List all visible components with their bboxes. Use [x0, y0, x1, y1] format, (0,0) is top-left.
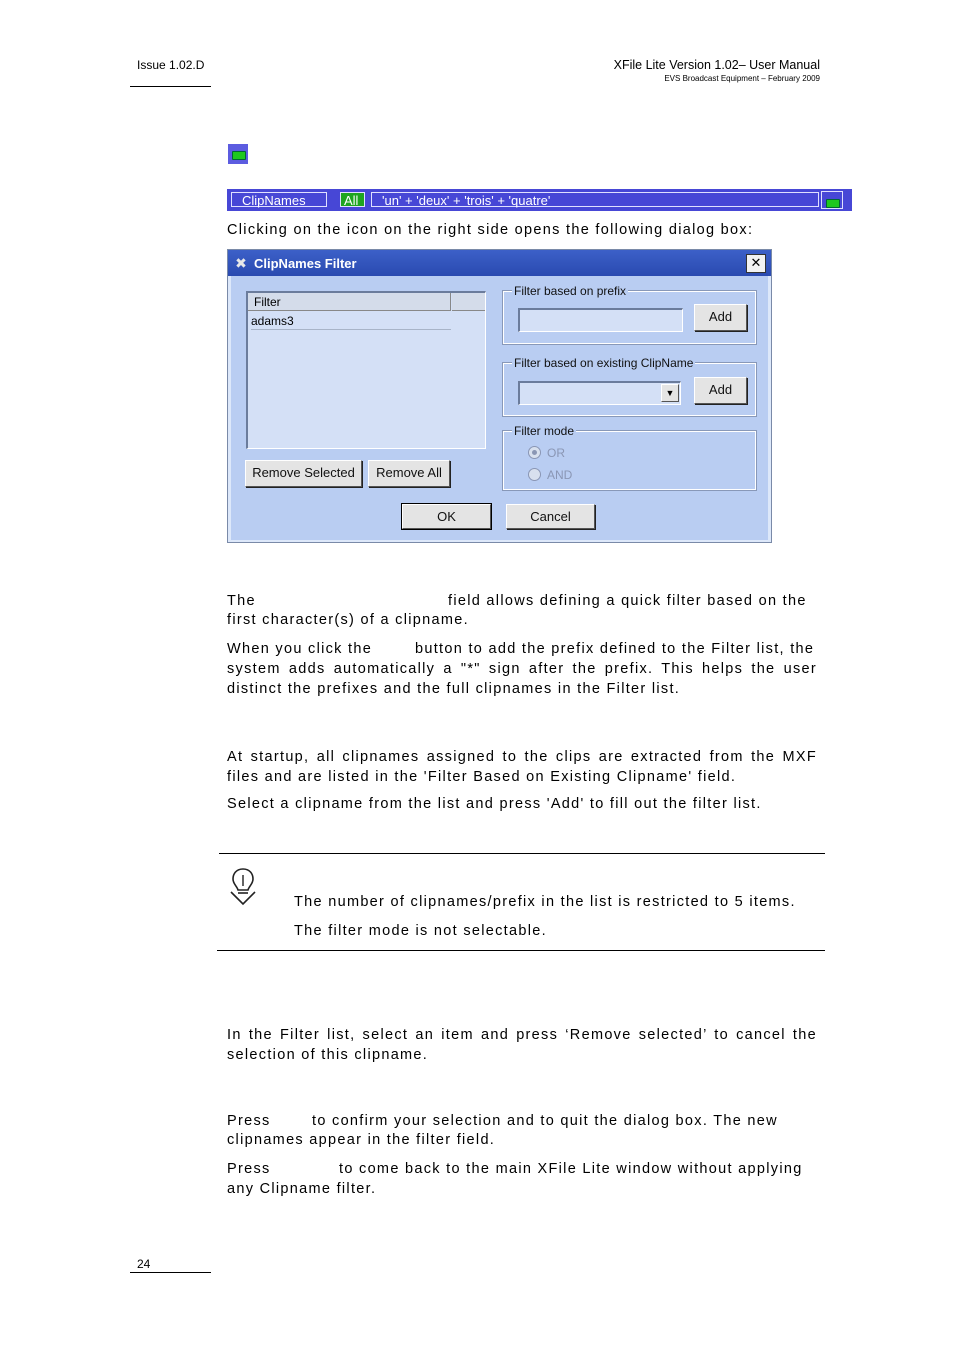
p7-end: any Clipname filter. [227, 1181, 377, 1197]
p2-end: system adds automatically a "*" sign after the prefix. This helps the user distinct the prefixes and the full clipnames in the Filter list. [227, 661, 817, 697]
remove-selected-button[interactable]: Remove Selected [245, 460, 362, 487]
dialog-title: ClipNames Filter [254, 256, 357, 271]
mode-or-label: OR [547, 446, 565, 460]
clipnames-filter-bar [227, 189, 852, 211]
footer-rule [130, 1272, 211, 1273]
p3: At startup, all clipnames assigned to the clips are extracted from the MXF files and are listed in the 'Filter Based on Existing Clipname' field. [227, 749, 817, 785]
note-lightbulb-icon [228, 866, 258, 906]
existing-clipname-group [503, 356, 756, 416]
p5: In the Filter list, select an item and press ‘Remove selected’ to cancel the selection of this clipname. [227, 1027, 817, 1063]
existing-group-label: Filter based on existing ClipName [514, 356, 694, 370]
intro-text: Clicking on the icon on the right side opens the following dialog box: [227, 222, 754, 238]
dialog-title-bar [228, 250, 771, 276]
p2-continue: button to add the prefix defined to the Filter list, the [415, 641, 815, 657]
manual-title: XFile Lite Version 1.02– User Manual [613, 58, 820, 72]
page-number: 24 [137, 1257, 151, 1271]
dialog-body [231, 276, 768, 540]
open-filter-dialog-icon[interactable] [821, 191, 843, 209]
remove-all-button[interactable]: Remove All [368, 460, 450, 487]
p6-end: clipnames appear in the filter field. [227, 1132, 496, 1148]
cancel-button[interactable]: Cancel [506, 504, 595, 529]
ok-button[interactable]: OK [402, 504, 491, 529]
p1-start: The [227, 593, 256, 609]
p7-start: Press [227, 1161, 271, 1177]
filter-column-header-extra [452, 293, 485, 311]
prefix-group-label: Filter based on prefix [514, 284, 627, 298]
p2-start: When you click the [227, 641, 373, 657]
radio-unselected-icon [528, 468, 541, 481]
all-toggle[interactable]: All [340, 192, 365, 207]
chevron-down-icon[interactable]: ▼ [661, 384, 679, 402]
p4: Select a clipname from the list and press 'Add' to fill out the filter list. [227, 796, 762, 812]
filter-list[interactable] [246, 291, 486, 449]
p6-start: Press [227, 1113, 271, 1129]
list-item[interactable]: adams3 [251, 314, 451, 330]
header-rule [130, 86, 211, 87]
prefix-group [503, 284, 756, 344]
existing-clipname-select[interactable] [518, 381, 681, 405]
p1-continue: field allows defining a quick filter based on the [448, 593, 807, 609]
p7-continue: to come back to the main XFile Lite window without applying [339, 1161, 803, 1177]
close-button[interactable]: ✕ [746, 254, 766, 273]
note-line-2: The filter mode is not selectable. [294, 923, 547, 939]
p6-continue: to confirm your selection and to quit the dialog box. The new [312, 1113, 778, 1129]
mode-and-radio [528, 468, 572, 482]
radio-selected-icon [528, 446, 541, 459]
manual-subtitle: EVS Broadcast Equipment – February 2009 [664, 74, 820, 83]
clipnames-field-label: ClipNames [231, 192, 327, 207]
filter-column-header[interactable]: Filter [248, 293, 451, 311]
clipnames-filter-dialog [227, 249, 772, 543]
prefix-input[interactable] [518, 308, 683, 332]
prefix-add-button[interactable]: Add [694, 304, 747, 331]
note-bottom-rule [217, 950, 825, 951]
clipnames-filter-value: 'un' + 'deux' + 'trois' + 'quatre' [371, 192, 819, 207]
note-line-1: The number of clipnames/prefix in the list is restricted to 5 items. [294, 894, 796, 910]
clipname-filter-icon [228, 144, 248, 164]
app-logo-icon: ✖ [235, 255, 247, 271]
p1-end: first character(s) of a clipname. [227, 612, 469, 628]
mode-group-label: Filter mode [514, 424, 575, 438]
mode-and-label: AND [547, 468, 573, 482]
existing-add-button[interactable]: Add [694, 377, 747, 404]
filter-mode-group [503, 424, 756, 490]
issue-label: Issue 1.02.D [137, 58, 205, 72]
note-top-rule [219, 853, 825, 854]
mode-or-radio [528, 446, 565, 460]
